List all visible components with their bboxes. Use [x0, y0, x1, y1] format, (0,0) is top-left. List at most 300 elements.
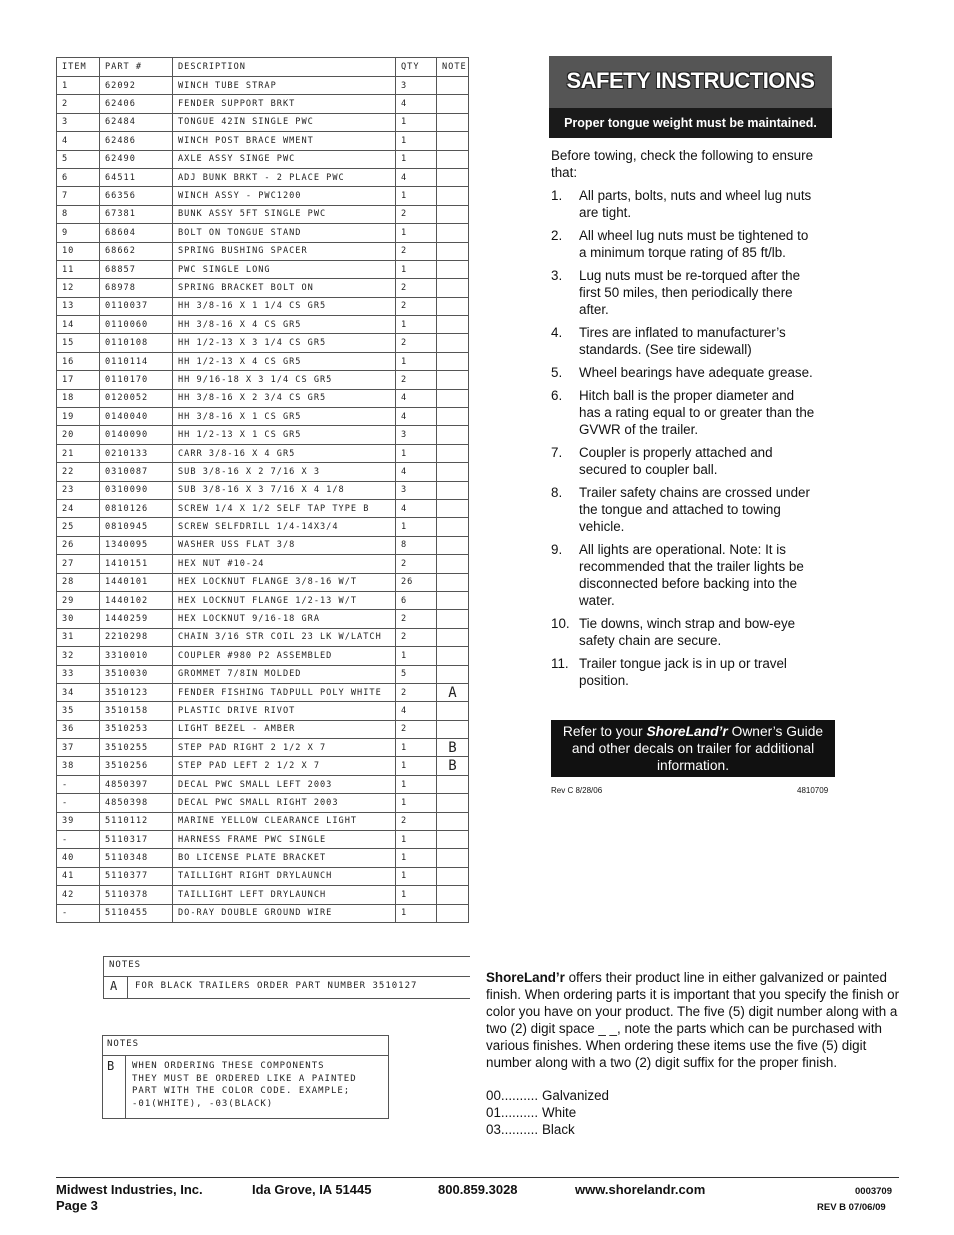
cell-note [437, 224, 469, 242]
table-row [57, 279, 469, 297]
cell-description: BO LICENSE PLATE BRACKET [173, 849, 396, 867]
cell-note [437, 77, 469, 95]
table-row [57, 242, 469, 260]
cell-note [437, 408, 469, 426]
notes-a-divider [104, 976, 470, 977]
cell-qty: 1 [396, 224, 437, 242]
cell-description: ADJ BUNK BRKT - 2 PLACE PWC [173, 168, 396, 186]
cell-qty: 2 [396, 683, 437, 701]
cell-part-number: 4850398 [100, 794, 173, 812]
cell-note [437, 812, 469, 830]
cell-item: 28 [57, 573, 100, 591]
cell-note [437, 389, 469, 407]
table-row [57, 297, 469, 315]
cell-description: HH 1/2-13 X 3 1/4 CS GR5 [173, 334, 396, 352]
finish-option [486, 1121, 900, 1138]
cell-description: TONGUE 42IN SINGLE PWC [173, 113, 396, 131]
cell-qty: 4 [396, 499, 437, 517]
cell-part-number: 1340095 [100, 536, 173, 554]
table-row [57, 150, 469, 168]
cell-qty: 1 [396, 518, 437, 536]
cell-qty: 5 [396, 665, 437, 683]
cell-description: AXLE ASSY SINGE PWC [173, 150, 396, 168]
finish-code: 00.......... [486, 1088, 539, 1103]
cell-item: 25 [57, 518, 100, 536]
table-row [57, 95, 469, 113]
table-row [57, 224, 469, 242]
table-row [57, 371, 469, 389]
table-row [57, 665, 469, 683]
table-row [57, 132, 469, 150]
cell-part-number: 3310010 [100, 647, 173, 665]
cell-qty: 1 [396, 775, 437, 793]
cell-description: FENDER FISHING TADPULL POLY WHITE [173, 683, 396, 701]
header-description: DESCRIPTION [173, 58, 396, 77]
cell-part-number: 3510255 [100, 739, 173, 757]
notes-b-column-divider [125, 1055, 126, 1118]
list-item-number: 1. [551, 188, 563, 203]
table-row [57, 739, 469, 757]
cell-description: HH 3/8-16 X 1 CS GR5 [173, 408, 396, 426]
cell-qty: 1 [396, 886, 437, 904]
cell-part-number: 5110455 [100, 904, 173, 922]
list-item-number: 3. [551, 268, 563, 283]
cell-description: HEX LOCKNUT FLANGE 1/2-13 W/T [173, 591, 396, 609]
cell-part-number: 2210298 [100, 628, 173, 646]
list-item [551, 541, 837, 609]
list-item-text: Wheel bearings have adequate grease. [579, 365, 813, 380]
cell-item: - [57, 794, 100, 812]
cell-note [437, 242, 469, 260]
table-row [57, 463, 469, 481]
cell-qty: 1 [396, 739, 437, 757]
cell-description: HH 1/2-13 X 1 CS GR5 [173, 426, 396, 444]
cell-note: B [437, 757, 469, 775]
cell-qty: 4 [396, 702, 437, 720]
list-item-text: Tires are inflated to manufacturer’s standards. (See tire sidewall) [579, 325, 786, 357]
cell-item: 12 [57, 279, 100, 297]
table-row [57, 591, 469, 609]
list-item [551, 324, 837, 358]
cell-qty: 2 [396, 242, 437, 260]
cell-description: TAILLIGHT RIGHT DRYLAUNCH [173, 867, 396, 885]
cell-description: HH 3/8-16 X 2 3/4 CS GR5 [173, 389, 396, 407]
cell-item: 21 [57, 444, 100, 462]
cell-item: 41 [57, 867, 100, 885]
cell-item: 9 [57, 224, 100, 242]
cell-note [437, 316, 469, 334]
notes-a-text: FOR BLACK TRAILERS ORDER PART NUMBER 3510127 [135, 981, 418, 991]
cell-part-number: 1440259 [100, 610, 173, 628]
cell-qty: 1 [396, 132, 437, 150]
cell-qty: 4 [396, 389, 437, 407]
list-item-text: Coupler is properly attached and secured to coupler ball. [579, 445, 773, 477]
cell-item: 20 [57, 426, 100, 444]
safety-subtitle: Proper tongue weight must be maintained. [549, 108, 832, 138]
header-item: ITEM [57, 58, 100, 77]
cell-part-number: 5110377 [100, 867, 173, 885]
cell-description: PLASTIC DRIVE RIVOT [173, 702, 396, 720]
cell-item: 34 [57, 683, 100, 701]
cell-part-number: 62484 [100, 113, 173, 131]
cell-note [437, 610, 469, 628]
list-item-text: Lug nuts must be re-torqued after the first 50 miles, then periodically there after. [579, 268, 801, 317]
cell-qty: 4 [396, 168, 437, 186]
cell-description: HH 3/8-16 X 1 1/4 CS GR5 [173, 297, 396, 315]
table-row [57, 426, 469, 444]
cell-note [437, 775, 469, 793]
cell-part-number: 0210133 [100, 444, 173, 462]
table-row [57, 316, 469, 334]
cell-part-number: 1410151 [100, 555, 173, 573]
list-item-number: 4. [551, 325, 563, 340]
cell-note [437, 591, 469, 609]
cell-note [437, 794, 469, 812]
cell-note [437, 205, 469, 223]
cell-description: DECAL PWC SMALL RIGHT 2003 [173, 794, 396, 812]
finish-text: offers their product line in either galvanized or painted finish. When ordering parts it is important that you specify the finish or color you have on your product. The five (5) digit number along with a two (2) digit space _ _, note the parts which can be purchased with various finishes. When ordering these items use the five (5) digit number along with a two (2) digit suffix for the proper finish. [486, 970, 900, 1070]
footer-page: Page 3 [56, 1198, 98, 1213]
footer-revision: REV B 07/06/09 [817, 1202, 886, 1213]
cell-note [437, 260, 469, 278]
list-item [551, 387, 837, 438]
cell-item: 15 [57, 334, 100, 352]
cell-item: 6 [57, 168, 100, 186]
notes-b-box [102, 1035, 389, 1119]
safety-header [549, 56, 832, 138]
cell-part-number: 1440102 [100, 591, 173, 609]
list-item [551, 227, 837, 261]
table-row [57, 831, 469, 849]
cell-part-number: 62092 [100, 77, 173, 95]
cell-description: LIGHT BEZEL - AMBER [173, 720, 396, 738]
list-item-text: Trailer tongue jack is in up or travel position. [579, 656, 787, 688]
cell-note [437, 444, 469, 462]
notes-b-key: B [107, 1059, 116, 1073]
cell-description: STEP PAD LEFT 2 1/2 X 7 [173, 757, 396, 775]
cell-note [437, 371, 469, 389]
cell-qty: 2 [396, 720, 437, 738]
cell-part-number: 0120052 [100, 389, 173, 407]
cell-part-number: 0110170 [100, 371, 173, 389]
parts-table [56, 57, 469, 923]
cell-qty: 2 [396, 610, 437, 628]
table-row [57, 334, 469, 352]
table-row [57, 352, 469, 370]
cell-qty: 1 [396, 187, 437, 205]
cell-qty: 3 [396, 481, 437, 499]
cell-part-number: 5110112 [100, 812, 173, 830]
table-row [57, 518, 469, 536]
cell-description: CHAIN 3/16 STR COIL 23 LK W/LATCH [173, 628, 396, 646]
cell-item: 42 [57, 886, 100, 904]
refer-prefix: Refer to your [562, 724, 647, 739]
cell-qty: 3 [396, 426, 437, 444]
cell-qty: 8 [396, 536, 437, 554]
cell-note [437, 867, 469, 885]
cell-note [437, 849, 469, 867]
cell-note [437, 168, 469, 186]
footer-website: www.shorelandr.com [575, 1182, 706, 1197]
cell-qty: 1 [396, 260, 437, 278]
footer-doc-number: 0003709 [855, 1186, 892, 1197]
list-item-text: Tie downs, winch strap and bow-eye safety chain are secure. [579, 616, 796, 648]
table-row [57, 904, 469, 922]
cell-description: STEP PAD RIGHT 2 1/2 X 7 [173, 739, 396, 757]
cell-description: WASHER USS FLAT 3/8 [173, 536, 396, 554]
cell-item: 24 [57, 499, 100, 517]
cell-part-number: 3510030 [100, 665, 173, 683]
finish-code: 03.......... [486, 1122, 539, 1137]
cell-description: GROMMET 7/8IN MOLDED [173, 665, 396, 683]
cell-part-number: 68857 [100, 260, 173, 278]
cell-note [437, 628, 469, 646]
cell-part-number: 66356 [100, 187, 173, 205]
header-qty: QTY [396, 58, 437, 77]
notes-b-line: PART WITH THE COLOR CODE. EXAMPLE; [132, 1086, 351, 1096]
table-row [57, 573, 469, 591]
finish-paragraph [486, 969, 900, 1071]
cell-item: 27 [57, 555, 100, 573]
finish-label: Black [542, 1122, 575, 1137]
table-row [57, 867, 469, 885]
cell-description: SPRING BUSHING SPACER [173, 242, 396, 260]
cell-note [437, 187, 469, 205]
cell-part-number: 62490 [100, 150, 173, 168]
cell-item: 3 [57, 113, 100, 131]
cell-note [437, 831, 469, 849]
cell-part-number: 0810126 [100, 499, 173, 517]
list-item-text: All wheel lug nuts must be tightened to a minimum torque rating of 85 ft/lb. [579, 228, 809, 260]
list-item-number: 6. [551, 388, 563, 403]
cell-part-number: 4850397 [100, 775, 173, 793]
cell-qty: 1 [396, 647, 437, 665]
cell-qty: 4 [396, 463, 437, 481]
notes-b-text [132, 1060, 357, 1110]
table-row [57, 260, 469, 278]
list-item-number: 10. [551, 616, 570, 631]
table-row [57, 481, 469, 499]
cell-description: HEX LOCKNUT 9/16-18 GRA [173, 610, 396, 628]
list-item [551, 655, 837, 689]
safety-title: SAFETY INSTRUCTIONS [566, 68, 815, 93]
table-row [57, 444, 469, 462]
cell-item: 31 [57, 628, 100, 646]
table-row [57, 536, 469, 554]
cell-qty: 2 [396, 555, 437, 573]
cell-part-number: 0110108 [100, 334, 173, 352]
cell-note [437, 536, 469, 554]
cell-item: 10 [57, 242, 100, 260]
list-item-number: 9. [551, 542, 563, 557]
cell-qty: 2 [396, 334, 437, 352]
cell-item: 18 [57, 389, 100, 407]
finish-label: White [542, 1105, 577, 1120]
cell-qty: 1 [396, 113, 437, 131]
cell-note [437, 886, 469, 904]
cell-description: SCREW 1/4 X 1/2 SELF TAP TYPE B [173, 499, 396, 517]
cell-part-number: 62486 [100, 132, 173, 150]
cell-part-number: 67381 [100, 205, 173, 223]
list-item-text: All parts, bolts, nuts and wheel lug nuts are tight. [579, 188, 812, 220]
cell-qty: 26 [396, 573, 437, 591]
cell-item: 33 [57, 665, 100, 683]
header-note: NOTE [437, 58, 469, 77]
list-item-text: Hitch ball is the proper diameter and has a rating equal to or greater than the GVWR of the trailer. [579, 388, 815, 437]
cell-item: 26 [57, 536, 100, 554]
cell-qty: 1 [396, 904, 437, 922]
cell-item: 11 [57, 260, 100, 278]
cell-description: SUB 3/8-16 X 3 7/16 X 4 1/8 [173, 481, 396, 499]
list-item-number: 11. [551, 656, 569, 671]
cell-qty: 1 [396, 794, 437, 812]
cell-part-number: 62406 [100, 95, 173, 113]
list-item-number: 7. [551, 445, 563, 460]
finish-brand: ShoreLand’r [486, 970, 565, 985]
cell-item: 30 [57, 610, 100, 628]
cell-description: BUNK ASSY 5FT SINGLE PWC [173, 205, 396, 223]
cell-note [437, 499, 469, 517]
list-item-text: Trailer safety chains are crossed under the tongue and attached to towing vehicle. [579, 485, 810, 534]
cell-item: 8 [57, 205, 100, 223]
cell-description: PWC SINGLE LONG [173, 260, 396, 278]
table-row [57, 389, 469, 407]
cell-qty: 2 [396, 279, 437, 297]
table-row [57, 849, 469, 867]
cell-description: SUB 3/8-16 X 2 7/16 X 3 [173, 463, 396, 481]
cell-note [437, 113, 469, 131]
cell-note [437, 132, 469, 150]
cell-item: 23 [57, 481, 100, 499]
footer-phone: 800.859.3028 [438, 1182, 518, 1197]
table-row [57, 720, 469, 738]
parts-table-header [57, 58, 469, 77]
cell-part-number: 3510256 [100, 757, 173, 775]
cell-note [437, 95, 469, 113]
cell-item: - [57, 904, 100, 922]
cell-note [437, 647, 469, 665]
cell-description: WINCH TUBE STRAP [173, 77, 396, 95]
cell-note [437, 279, 469, 297]
cell-note [437, 720, 469, 738]
cell-part-number: 0110114 [100, 352, 173, 370]
cell-item: 29 [57, 591, 100, 609]
cell-note: B [437, 739, 469, 757]
cell-item: 32 [57, 647, 100, 665]
cell-item: - [57, 831, 100, 849]
notes-a-column-divider [127, 976, 128, 998]
cell-part-number: 68662 [100, 242, 173, 260]
list-item [551, 267, 837, 318]
list-item [551, 187, 837, 221]
cell-qty: 2 [396, 628, 437, 646]
cell-description: HH 9/16-18 X 3 1/4 CS GR5 [173, 371, 396, 389]
notes-b-divider [103, 1055, 388, 1056]
refer-brand: ShoreLand’r [646, 724, 728, 739]
notes-a-header: NOTES [109, 960, 142, 970]
safety-decal-number: 4810709 [797, 786, 829, 795]
list-item-number: 5. [551, 365, 563, 380]
cell-note: A [437, 683, 469, 701]
notes-b-line: -01(WHITE), -03(BLACK) [132, 1098, 274, 1109]
cell-item: 5 [57, 150, 100, 168]
cell-part-number: 5110317 [100, 831, 173, 849]
cell-part-number: 3510253 [100, 720, 173, 738]
cell-description: COUPLER #980 P2 ASSEMBLED [173, 647, 396, 665]
cell-qty: 1 [396, 352, 437, 370]
list-item [551, 615, 837, 649]
cell-qty: 2 [396, 205, 437, 223]
table-row [57, 187, 469, 205]
cell-note [437, 904, 469, 922]
cell-qty: 1 [396, 150, 437, 168]
cell-item: - [57, 775, 100, 793]
cell-part-number: 5110378 [100, 886, 173, 904]
table-row [57, 408, 469, 426]
table-row [57, 794, 469, 812]
cell-part-number: 0810945 [100, 518, 173, 536]
cell-item: 38 [57, 757, 100, 775]
cell-item: 1 [57, 77, 100, 95]
cell-part-number: 3510158 [100, 702, 173, 720]
table-row [57, 775, 469, 793]
cell-qty: 1 [396, 316, 437, 334]
footer-company: Midwest Industries, Inc. [56, 1182, 203, 1197]
finish-code: 01.......... [486, 1105, 539, 1120]
cell-note [437, 665, 469, 683]
cell-part-number: 1440101 [100, 573, 173, 591]
cell-part-number: 3510123 [100, 683, 173, 701]
table-row [57, 886, 469, 904]
cell-part-number: 68978 [100, 279, 173, 297]
cell-qty: 3 [396, 77, 437, 95]
list-item [551, 484, 837, 535]
cell-part-number: 5110348 [100, 849, 173, 867]
cell-item: 35 [57, 702, 100, 720]
cell-item: 7 [57, 187, 100, 205]
finish-option [486, 1104, 900, 1121]
table-row [57, 499, 469, 517]
cell-note [437, 150, 469, 168]
table-row [57, 647, 469, 665]
cell-qty: 1 [396, 831, 437, 849]
cell-part-number: 64511 [100, 168, 173, 186]
cell-description: SCREW SELFDRILL 1/4-14X3/4 [173, 518, 396, 536]
cell-description: FENDER SUPPORT BRKT [173, 95, 396, 113]
cell-description: WINCH POST BRACE WMENT [173, 132, 396, 150]
cell-item: 2 [57, 95, 100, 113]
cell-qty: 1 [396, 849, 437, 867]
cell-description: HEX NUT #10-24 [173, 555, 396, 573]
cell-description: HEX LOCKNUT FLANGE 3/8-16 W/T [173, 573, 396, 591]
list-item-number: 8. [551, 485, 563, 500]
cell-item: 16 [57, 352, 100, 370]
safety-intro: Before towing, check the following to ensure that: [551, 148, 814, 180]
safety-checklist [551, 187, 837, 689]
cell-item: 37 [57, 739, 100, 757]
cell-qty: 4 [396, 95, 437, 113]
cell-note [437, 555, 469, 573]
cell-part-number: 0140090 [100, 426, 173, 444]
refer-suffix: Owner’s Guide and other decals on trailer for additional information. [571, 724, 824, 773]
cell-note [437, 352, 469, 370]
cell-item: 17 [57, 371, 100, 389]
notes-b-header: NOTES [107, 1039, 140, 1049]
cell-note [437, 334, 469, 352]
cell-item: 39 [57, 812, 100, 830]
finish-label: Galvanized [542, 1088, 609, 1103]
cell-note [437, 573, 469, 591]
